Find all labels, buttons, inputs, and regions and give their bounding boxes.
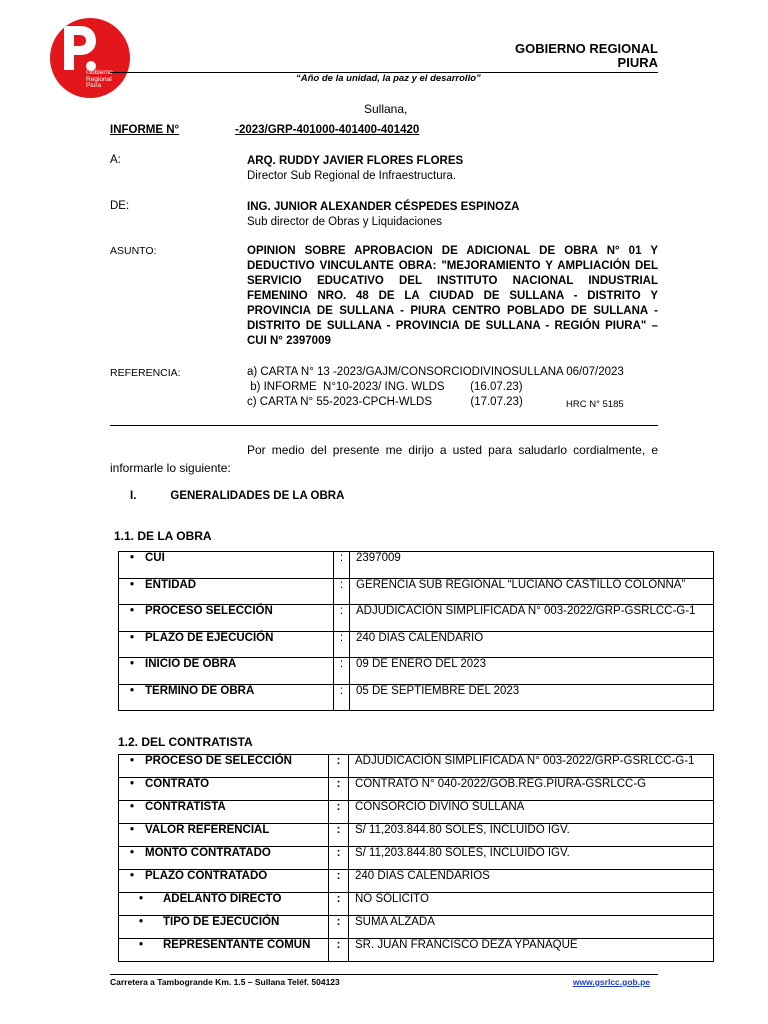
bullet-icon: • xyxy=(129,801,135,813)
table-row xyxy=(119,824,714,847)
table-row xyxy=(119,778,714,801)
report-code: -2023/GRP-401000-401400-401420 xyxy=(235,124,420,136)
bullet-icon: • xyxy=(129,631,135,644)
obra-subsection-title: 1.1. DE LA OBRA xyxy=(114,529,212,543)
row-key: CONTRATO xyxy=(145,778,210,790)
row-value: 09 DE ENERO DEL 2023 xyxy=(350,658,714,685)
table-row xyxy=(119,578,714,605)
contractor-subsection-title: 1.2. DEL CONTRATISTA xyxy=(118,735,253,749)
row-key-cell xyxy=(119,916,329,939)
row-key-cell xyxy=(119,578,334,605)
row-key: INICIO DE OBRA xyxy=(145,658,237,670)
row-colon: : xyxy=(329,847,349,870)
footer-address: Carretera a Tambogrande Km. 1.5 – Sullana Teléf. 504123 xyxy=(110,977,340,987)
recipient-title: Director Sub Regional de Infraestructura. xyxy=(247,170,457,182)
section-title: GENERALIDADES DE LA OBRA xyxy=(170,490,345,502)
row-colon: : xyxy=(329,778,349,801)
bullet-icon: • xyxy=(129,755,135,767)
row-key-cell xyxy=(119,824,329,847)
footer-website-link[interactable]: www.gsrlcc.gob.pe xyxy=(572,977,650,987)
row-value: CONTRATO N° 040-2022/GOB.REG.PIURA-GSRLCC-G xyxy=(349,778,714,801)
row-colon: : xyxy=(334,552,350,579)
logo-text xyxy=(86,70,113,90)
section-number: I. xyxy=(130,490,137,502)
row-key: PROCESO SELECCIÓN xyxy=(145,605,273,617)
row-colon: : xyxy=(334,684,350,711)
sender-name: ING. JUNIOR ALEXANDER CÉSPEDES ESPINOZA xyxy=(247,201,520,213)
greeting-paragraph xyxy=(110,441,658,477)
row-value: 240 DIAS CALENDARIOS xyxy=(349,870,714,893)
row-value: ADJUDICACIÓN SIMPLIFICADA N° 003-2022/GRP-GSRLCC-G-1 xyxy=(350,605,714,632)
reference-b: b) INFORME N°10-2023/ ING. WLDS (16.07.23) xyxy=(247,381,523,393)
bullet-icon: • xyxy=(138,893,144,905)
city-date: Sullana, xyxy=(364,102,408,116)
government-name xyxy=(515,42,658,70)
row-key-cell xyxy=(119,778,329,801)
table-row xyxy=(119,605,714,632)
row-colon: : xyxy=(334,605,350,632)
row-key: TIPO DE EJECUCIÓN xyxy=(163,916,280,928)
row-key: CUI xyxy=(145,552,165,564)
row-value: 05 DE SEPTIEMBRE DEL 2023 xyxy=(350,684,714,711)
row-key-cell xyxy=(119,801,329,824)
row-key-cell xyxy=(119,939,329,962)
sender xyxy=(247,200,658,230)
row-key: ADELANTO DIRECTO xyxy=(163,893,282,905)
row-key: VALOR REFERENCIAL xyxy=(145,824,270,836)
row-key-cell xyxy=(119,893,329,916)
table-row xyxy=(119,658,714,685)
gov-line-1: GOBIERNO REGIONAL xyxy=(514,41,658,56)
row-key-cell xyxy=(119,552,334,579)
hrc-number: HRC N° 5185 xyxy=(566,399,624,410)
recipient xyxy=(247,154,658,184)
table-row xyxy=(119,870,714,893)
row-value: GERENCIA SUB REGIONAL “LUCIANO CASTILLO COLONNA” xyxy=(350,578,714,605)
table-row xyxy=(119,939,714,962)
logo-text-line: Piura xyxy=(86,82,102,89)
reference-c: c) CARTA N° 55-2023-CPCH-WLDS (17.07.23) xyxy=(247,396,523,408)
row-value: 240 DIAS CALENDARIO xyxy=(350,631,714,658)
row-key: ENTIDAD xyxy=(145,578,197,591)
bullet-icon: • xyxy=(129,605,135,617)
row-key: PLAZO DE EJECUCIÓN xyxy=(145,631,274,644)
bullet-icon: • xyxy=(129,824,135,836)
row-key: REPRESENTANTE COMUN xyxy=(163,939,311,951)
bullet-icon: • xyxy=(129,847,135,859)
row-colon: : xyxy=(329,801,349,824)
row-key-cell xyxy=(119,631,334,658)
table-row xyxy=(119,847,714,870)
reference-c-row xyxy=(247,395,658,410)
reference-a: a) CARTA N° 13 -2023/GAJM/CONSORCIODIVINOSULLANA 06/07/2023 xyxy=(247,366,624,378)
row-value: 2397009 xyxy=(350,552,714,579)
table-row xyxy=(119,893,714,916)
row-key: MONTO CONTRATADO xyxy=(145,847,271,859)
logo-text-line: Regional xyxy=(86,75,112,83)
row-key-cell xyxy=(119,755,329,778)
row-key: CONTRATISTA xyxy=(145,801,226,813)
report-label: INFORME N° xyxy=(110,124,180,136)
reference-label: REFERENCIA: xyxy=(110,367,181,379)
bullet-icon: • xyxy=(129,870,135,882)
reference-divider xyxy=(110,425,658,426)
row-key-cell xyxy=(119,847,329,870)
bullet-icon: • xyxy=(129,578,135,591)
gov-line-2: PIURA xyxy=(617,55,658,70)
table-row xyxy=(119,631,714,658)
row-key-cell xyxy=(119,658,334,685)
year-motto: “Año de la unidad, la paz y el desarrollo” xyxy=(296,73,481,84)
table-row xyxy=(119,684,714,711)
subject-text: OPINION SOBRE APROBACION DE ADICIONAL DE OBRA N° 01 Y DEDUCTIVO VINCULANTE OBRA: "MEJORAMIENTO Y AMPLIACIÓN DEL SERVICIO EDUCATIVO DEL INSTITUTO NACIONAL INDUSTRIAL FEMENINO NRO. 48 DE LA CIUDAD DE SULLANA - DISTRITO Y PROVINCIA DE SULLANA - PIURA CENTRO POBLADO DE SULLANA - DISTRITO DE SULLANA - PROVINCIA DE SULLANA - REGIÓN PIURA" – CUI N° 2397009 xyxy=(247,245,658,347)
row-value: NO SOLICITO xyxy=(349,893,714,916)
footer-divider xyxy=(110,974,658,975)
subject-label: ASUNTO: xyxy=(110,245,157,257)
logo-text-line: Gobierno xyxy=(86,69,113,76)
table-row xyxy=(119,916,714,939)
row-value: CONSORCIO DIVINO SULLANA xyxy=(349,801,714,824)
to-label: A: xyxy=(110,154,121,166)
row-colon: : xyxy=(334,578,350,605)
row-key: TERMINO DE OBRA xyxy=(145,684,255,697)
table-row xyxy=(119,801,714,824)
row-value: SUMA ALZADA xyxy=(349,916,714,939)
row-value: ADJUDICACIÓN SIMPLIFICADA N° 003-2022/GRP-GSRLCC-G-1 xyxy=(349,755,714,778)
row-value: S/ 11,203.844.80 SOLES, INCLUIDO IGV. xyxy=(349,847,714,870)
greeting-text: Por medio del presente me dirijo a usted para saludarlo cordialmente, e informarle lo siguiente: xyxy=(110,443,658,475)
row-value: SR. JUAN FRANCISCO DEZA YPANAQUE xyxy=(349,939,714,962)
table-row xyxy=(119,755,714,778)
row-colon: : xyxy=(329,939,349,962)
report-number xyxy=(110,124,419,136)
row-colon: : xyxy=(334,631,350,658)
row-key-cell xyxy=(119,684,334,711)
row-colon: : xyxy=(329,824,349,847)
bullet-icon: • xyxy=(129,684,135,697)
obra-table xyxy=(118,551,714,711)
row-colon: : xyxy=(329,916,349,939)
row-key-cell xyxy=(119,870,329,893)
row-colon: : xyxy=(334,658,350,685)
table-row xyxy=(119,552,714,579)
row-value: S/ 11,203.844.80 SOLES, INCLUIDO IGV. xyxy=(349,824,714,847)
reference-list xyxy=(247,365,658,410)
row-colon: : xyxy=(329,870,349,893)
bullet-icon: • xyxy=(138,916,144,928)
row-key: PLAZO CONTRATADO xyxy=(145,870,268,882)
row-key-cell xyxy=(119,605,334,632)
section-heading xyxy=(130,490,344,502)
contractor-table xyxy=(118,754,714,962)
bullet-icon: • xyxy=(129,658,135,670)
sender-title: Sub director de Obras y Liquidaciones xyxy=(247,216,442,228)
bullet-icon: • xyxy=(129,778,135,790)
bullet-icon: • xyxy=(138,939,144,951)
row-key: PROCESO DE SELECCIÓN xyxy=(145,755,292,767)
recipient-name: ARQ. RUDDY JAVIER FLORES FLORES xyxy=(247,155,464,167)
bullet-icon: • xyxy=(129,552,135,564)
row-colon: : xyxy=(329,893,349,916)
row-colon: : xyxy=(329,755,349,778)
from-label: DE: xyxy=(110,200,130,212)
